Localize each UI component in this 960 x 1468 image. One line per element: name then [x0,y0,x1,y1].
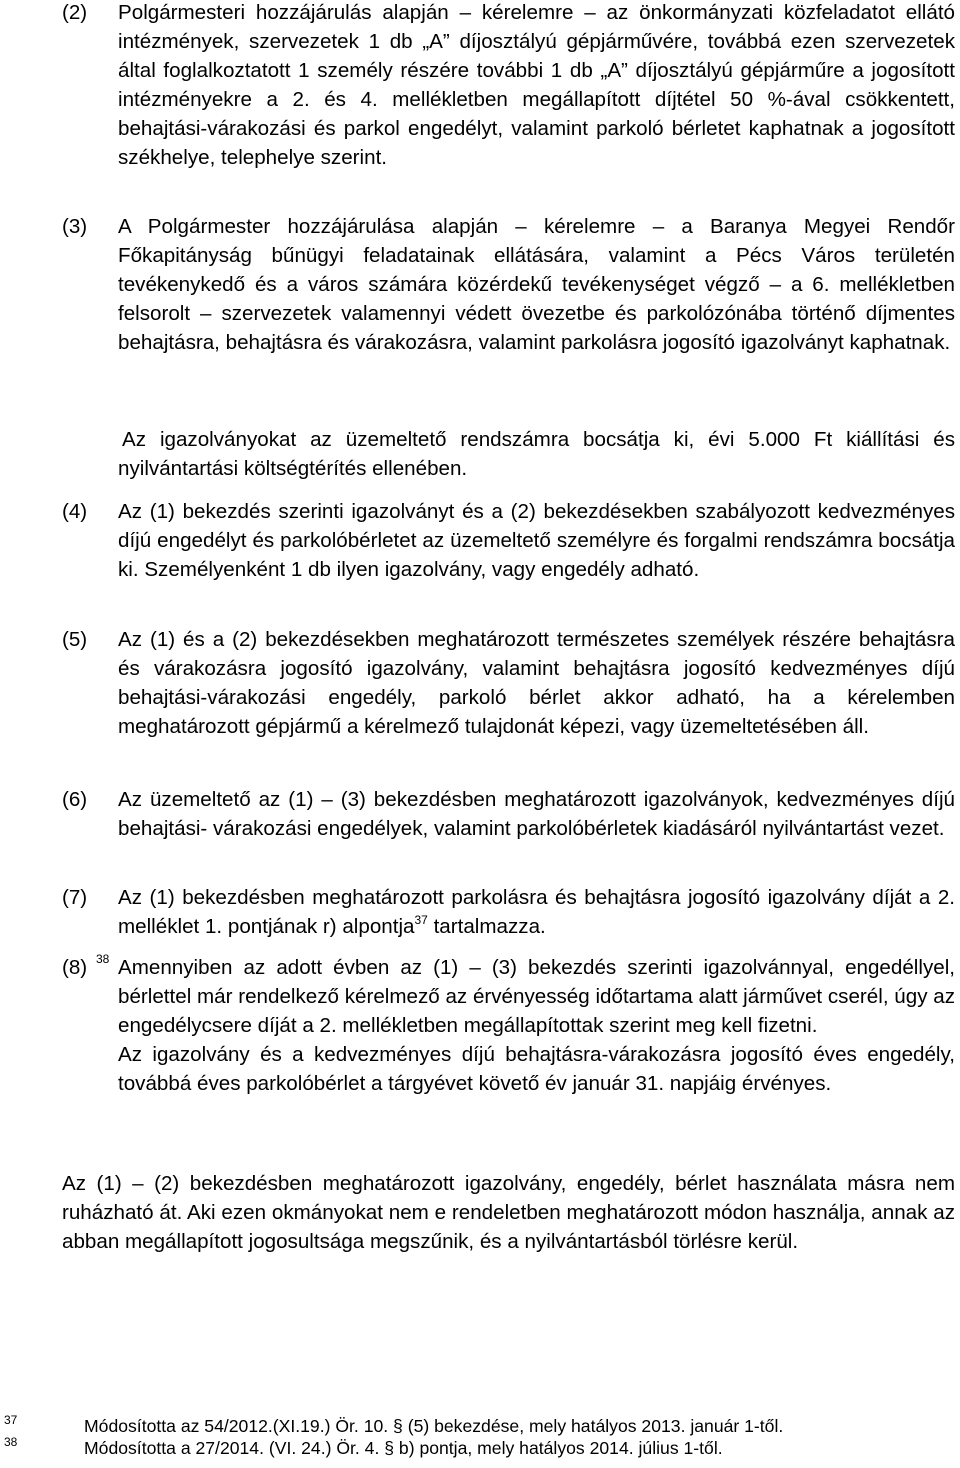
paragraph-text-end: tartalmazza. [427,915,546,938]
footnote-text: Módosította az 54/2012.(XI.19.) Ör. 10. § (5) bekezdése, mely hatályos 2013. január 1-től. [84,1416,784,1436]
footnote-38 [0,1434,960,1456]
paragraph-7 [62,883,955,941]
closing-paragraph: Az (1) – (2) bekezdésben meghatározott igazolvány, engedély, bérlet használata másra nem ruházható át. Aki ezen okmányokat nem e rendeletben meghatározott módon használja, annak az abban megállapított jogosultsága megszűnik, és a nyilvántartásból törlésre kerül. [62,1172,955,1253]
paragraph-number: (7) [62,886,88,909]
paragraph-text-main: Az (1) bekezdésben meghatározott parkolásra és behajtásra jogosító igazolvány díját a 2. melléklet 1. pontjának r) alpontja [118,886,955,938]
paragraph-3 [62,212,955,357]
paragraph-number: (3) [62,215,88,238]
paragraph-number: (4) [62,500,88,523]
footnote-number: 37 [4,1413,18,1427]
paragraph-2 [62,0,955,172]
paragraph-text: A Polgármester hozzájárulása alapján – kérelemre – a Baranya Megyei Rendőr Főkapitányság bűnügyi feladatainak ellátására, valamint a Pécs Város területén tevékenykedő és a város számára közérdekű tevékenységet végző – a 6. mellékletben felsorolt – szervezetek valamennyi védett övezetbe és parkolózónába történő díjmentes behajtásra, behajtásra és várakozásra, valamint parkolásra jogosító igazolványt kaphatnak. [118,215,955,354]
paragraph-text: Az igazolványokat az üzemeltető rendszámra bocsátja ki, évi 5.000 Ft kiállítási és nyilvántartási költségtérítés ellenében. [118,428,955,480]
paragraph-text [118,883,955,941]
footnote-text: Módosította a 27/2014. (VI. 24.) Ör. 4. § b) pontja, mely hatályos 2014. július 1-től. [84,1438,723,1458]
paragraph-number: (5) [62,628,88,651]
paragraph-text [118,953,955,1098]
paragraph-number: (2) [62,1,88,24]
paragraph-8 [62,953,955,1098]
paragraph-text: Az üzemeltető az (1) – (3) bekezdésben meghatározott igazolványok, kedvezményes díjú behajtási- várakozási engedélyek, valamint parkolóbérletek kiadásáról nyilvántartást vezet. [118,788,955,840]
paragraph-number: (8) [62,956,88,979]
paragraph-text-part-2: Az igazolvány és a kedvezményes díjú behajtásra-várakozásra jogosító éves engedély, továbbá éves parkolóbérlet a tárgyévet követő év január 31. napjáig érvényes. [118,1043,955,1095]
footnote-ref[interactable]: 37 [414,913,428,927]
paragraph-5 [62,625,955,741]
paragraph-4 [62,497,955,584]
paragraph-6 [62,785,955,843]
footnote-ref[interactable]: 38 [96,952,110,966]
paragraph-3-fee-note [62,425,955,483]
paragraph-number: (6) [62,788,88,811]
paragraph-text: Polgármesteri hozzájárulás alapján – kérelemre – az önkormányzati közfeladatot ellátó intézmények, szervezetek 1 db „A” díjosztályú gépjárművére, továbbá ezen szervezetek által foglalkoztatott 1 személy részére további 1 db „A” díjosztályú gépjárműre a jogosított intézményekre a 2. és 4. mellékletben megállapított díjtétel 50 %-ával csökkentett, behajtási-várakozási és parkol engedélyt, valamint parkoló bérletet kaphatnak a jogosított székhelye, telephelye szerint. [118,1,955,169]
paragraph-text-part-1: Amennyiben az adott évben az (1) – (3) bekezdés szerinti igazolvánnyal, engedéllyel, bérlettel már rendelkező kérelmező az érvényesség időtartama alatt járművet cserél, úgy az engedélycsere díját a 2. mellékletben megállapítottak szerint meg kell fizetni. [118,956,955,1037]
footnote-37 [0,1412,960,1434]
paragraph-text: Az (1) bekezdés szerinti igazolványt és a (2) bekezdésekben szabályozott kedvezményes díjú engedélyt és parkolóbérletet az üzemeltető személyre és forgalmi rendszámra bocsátja ki. Személyenként 1 db ilyen igazolvány, vagy engedély adható. [118,500,955,581]
footnote-number: 38 [4,1435,18,1449]
paragraph-text: Az (1) és a (2) bekezdésekben meghatározott természetes személyek részére behajtásra és várakozásra jogosító igazolvány, valamint behajtásra jogosító kedvezményes díjú behajtási-várakozási engedély, parkoló bérlet akkor adható, ha a kérelemben meghatározott gépjármű a kérelmező tulajdonát képezi, vagy üzemeltetésében áll. [118,628,955,738]
